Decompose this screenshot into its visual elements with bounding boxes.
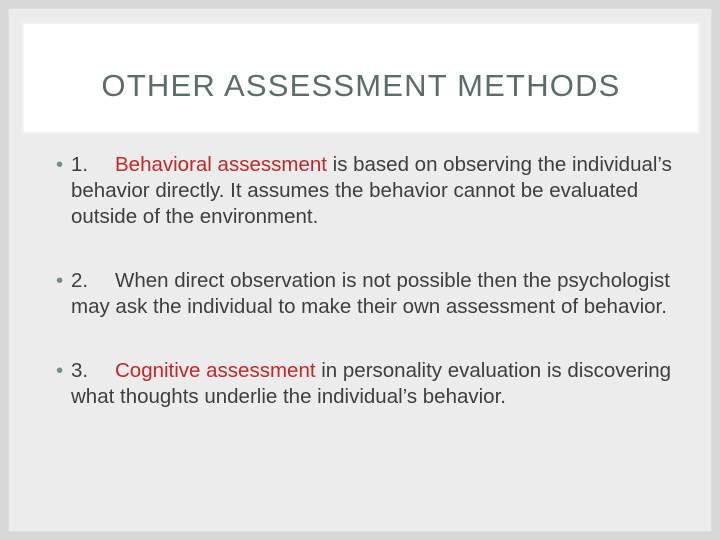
bullet-text: in personality evaluation is discovering what thoughts underlie the individual’s behavior. [71, 359, 672, 408]
bullet-list [56, 152, 674, 448]
bullet-number: 1. [71, 153, 89, 176]
bullet-highlight: Behavioral assessment [115, 153, 327, 176]
bullet-marker: • [56, 153, 64, 176]
slide [8, 8, 712, 532]
bullet-item-2 [56, 268, 674, 320]
bullet-number: 3. [71, 359, 89, 382]
bullet-item-1 [56, 152, 674, 230]
bullet-marker: • [56, 359, 64, 382]
bullet-marker: • [56, 269, 64, 292]
slide-title: OTHER ASSESSMENT METHODS [101, 68, 621, 103]
title-box [22, 22, 700, 134]
bullet-highlight: Cognitive assessment [115, 359, 316, 382]
bullet-item-3 [56, 358, 674, 410]
bullet-text: is based on observing the individual’s behavior directly. It assumes the behavior cannot be evaluated outside of the environment. [71, 153, 672, 228]
bullet-number: 2. [71, 269, 89, 292]
bullet-text: When direct observation is not possible then the psychologist may ask the individual to make their own assessment of behavior. [71, 269, 670, 318]
